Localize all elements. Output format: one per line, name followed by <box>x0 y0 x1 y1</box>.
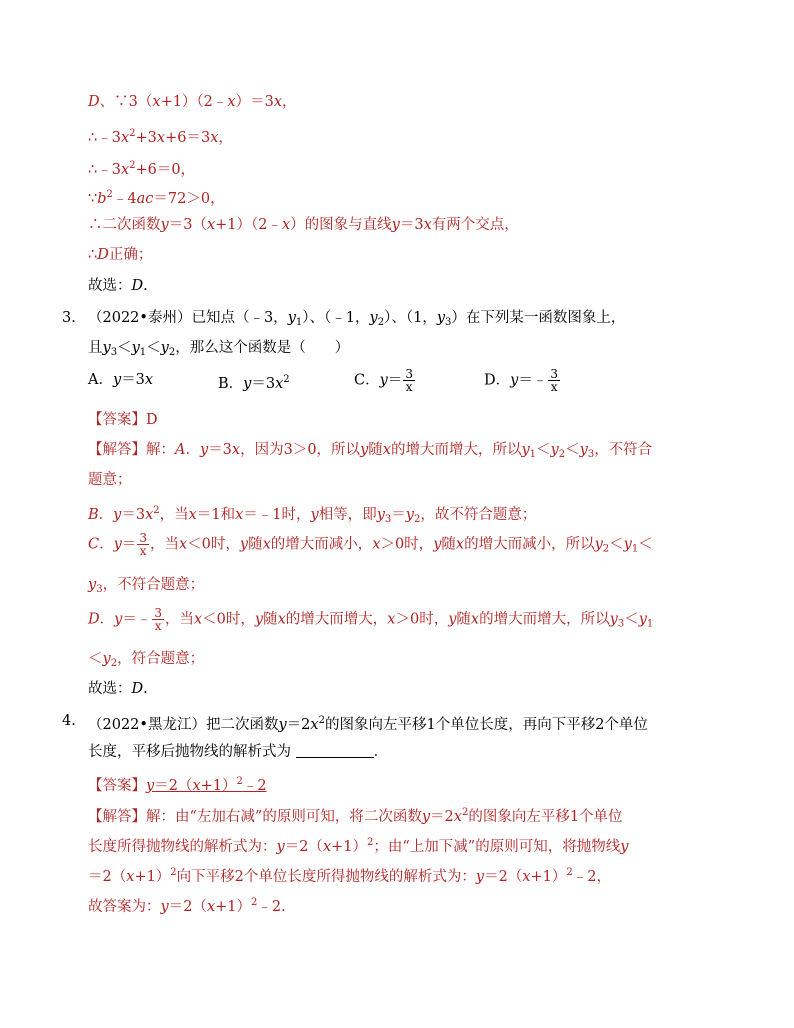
q3-number: 3. <box>62 310 76 326</box>
q2-line-5: ∴二次函数y＝3（x+1）（2﹣x）的图象与直线y＝3x有两个交点， <box>88 217 519 233</box>
q4-analysis-2: 长度所得抛物线的解析式为：$y=2(x+1)^2$；由“上加下减”的原则可知，将抛物线y <box>88 837 629 855</box>
q3-conclusion: 故选：D. <box>88 681 148 697</box>
q3-answer: 【答案】D <box>88 412 158 428</box>
q2-conclusion: 故选：D. <box>88 278 148 294</box>
q4-conclusion: 故答案为：$y=2(x+1)^2﹣2$. <box>88 897 286 915</box>
q3-analysis-a-2: 题意； <box>88 472 132 488</box>
q4-analysis-1: 【解答】解：由“左加右减”的原则可知，将二次函数$y=2x^2$的图象向左平移1个单位 <box>88 807 623 825</box>
q3-option-d: D．y＝﹣ $\frac{3}{x}$ <box>484 367 558 394</box>
q4-number: 4. <box>62 713 76 729</box>
q3-stem-line-1: （2022•泰州）已知点（﹣3，$y_1$）、（﹣1，$y_2$）、（1，$y_3$）在下列某一函数图象上， <box>88 310 626 328</box>
q3-analysis-b: B．$y=3x^2$，当x＝1和x＝﹣1时，y相等，即$y_3=y_2$，故不符合题意； <box>88 505 537 525</box>
q4-analysis-3: $=2(x+1)^2$向下平移2个单位长度所得抛物线的解析式为：$y=2(x+1)^2﹣2$， <box>88 867 612 885</box>
q4-stem-line-1: （2022•黑龙江）把二次函数$y=2x^2$的图象向左平移1个单位长度，再向下平移2个单位 <box>88 715 648 733</box>
q3-analysis-c-2: $y_3$，不符合题意； <box>88 577 205 595</box>
q3-option-a: A．y＝3x <box>88 372 154 388</box>
q3-analysis-d-1: D．y＝﹣ $\frac{3}{x}$ ，当x＜0时，y随x的增大而增大，x＞0时，y随x的增大而增大，所以$y_3<y_1$ <box>88 606 654 633</box>
q3-analysis-d-2: $<y_2$，符合题意； <box>88 651 205 669</box>
q4-answer: 【答案】$y=2(x+1)^2﹣2$ <box>88 776 267 794</box>
q3-option-b: B．$y=3x^2$ <box>218 374 290 392</box>
q3-option-c: C．y＝ $\frac{3}{x}$ <box>354 367 413 394</box>
q4-stem-line-2: 长度，平移后抛物线的解析式为 ． <box>88 744 389 760</box>
q2-line-4: $\because b^2﹣4ac=72>0$， <box>88 189 225 207</box>
q3-stem-line-2: 且$y_3<y_1<y_2$，那么这个函数是（ ） <box>88 340 350 358</box>
q2-line-1: D、∵3（x+1）（2﹣x）＝3x， <box>88 94 297 110</box>
answer-blank <box>296 743 374 758</box>
q3-analysis-c-1: C．y＝ $\frac{3}{x}$ ，当x＜0时，y随x的增大而减小，x＞0时，y随x的增大而减小，所以$y_2<y_1<$ <box>88 531 653 558</box>
q2-line-2: $\therefore﹣3x^2+3x+6=3x$， <box>88 128 233 146</box>
q2-line-6: ∴D正确； <box>88 247 153 263</box>
q3-analysis-a-1: 【解答】解：A．y＝3x，因为3＞0，所以y随x的增大而增大，所以$y_1<y_2<y_3$，不符合 <box>88 442 653 460</box>
q2-line-3: $\therefore﹣3x^2+6=0$， <box>88 160 196 178</box>
